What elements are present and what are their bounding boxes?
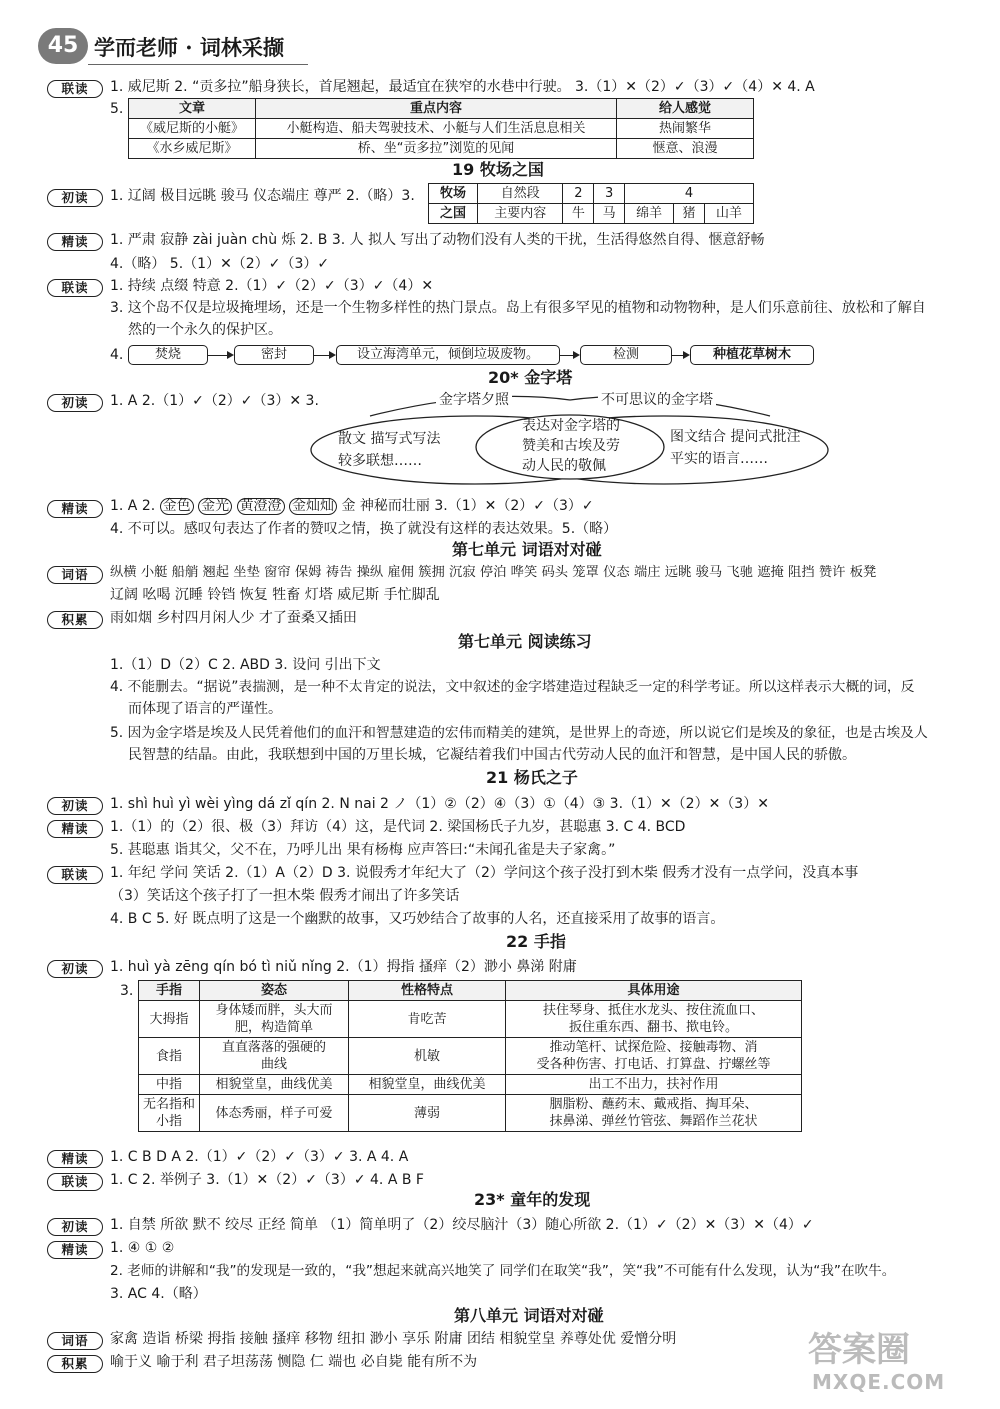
tag-jing-du: 精读: [47, 820, 103, 838]
s23-jing-1: 1. ④ ① ②: [110, 1240, 175, 1256]
table-cell: 自然段: [478, 184, 563, 204]
tag-chu-du: 初读: [47, 189, 103, 207]
table-cell-line: 机敏: [413, 1048, 440, 1064]
table-cell: 之国: [429, 204, 478, 224]
tag-jing-du: 精读: [47, 1241, 103, 1259]
s22-row-1: [139, 1001, 802, 1038]
table-cell-line: 推动笔杆、试探危险、接触毒物、消: [549, 1040, 758, 1055]
header-title: 学而老师 · 词林采撷: [94, 35, 284, 60]
table-cell: 主要内容: [478, 204, 563, 224]
u8-words: 家禽 造诣 桥梁 拇指 接触 搔痒 移物 纽扣 渺小 享乐 附庸 团结 相貌堂皇 养尊处优 爱憎分明: [110, 1331, 677, 1347]
s20-jing-1a: 1. A 2.: [110, 498, 156, 514]
tag-jing-du: 精读: [47, 1150, 103, 1168]
flow-arrow-4: [672, 355, 688, 356]
table-cell: [139, 1001, 200, 1038]
lesson-21-title: 21 杨氏之子: [486, 768, 578, 787]
table-cell: [200, 1038, 349, 1075]
table-cell-line: 相貌堂皇，曲线优美: [215, 1077, 333, 1092]
s21-lian-1: 1. 年纪 学问 笑话 2.（1）A（2）D 3. 说假秀才年纪大了（2）学问这个孩子没打到木柴 假秀才没有一点学问，没真本事: [110, 865, 859, 881]
table-cell: 猪: [674, 204, 705, 224]
tag-ci-yu: 词语: [47, 566, 103, 584]
table-cell: 4: [625, 184, 754, 204]
venn-right-1: 图文结合 提问式批注: [670, 429, 801, 445]
s22-row-2: [139, 1038, 802, 1075]
s19-lian-3a: 3. 这个岛不仅是垃圾掩埋场，还是一个生物多样性的热门景点。岛上有很多罕见的植物和动物物种，是人们乐意前往、放松和了解自: [110, 300, 926, 316]
table-header-cell: 文章: [129, 99, 256, 119]
table-header-cell: 重点内容: [256, 99, 617, 119]
venn-left-1: 散文 描写式写法: [338, 431, 441, 447]
tag-lian-du: 联读: [47, 866, 103, 884]
s18-table: [128, 98, 754, 159]
tag-ji-lei: 积累: [47, 611, 103, 629]
table-cell-line: 抹鼻涕、弹丝竹管弦、舞蹈作兰花状: [549, 1114, 758, 1129]
s21-jing-2: 5. 甚聪惠 诣其父，父不在，乃呼儿出 果有杨梅 应声答曰:“未闻孔雀是夫子家禽。”: [110, 842, 616, 858]
venn-mid-1: 表达对金字塔的: [522, 418, 620, 434]
s20-jing-1: [110, 497, 594, 515]
tag-chu-du: 初读: [47, 1218, 103, 1236]
flow-step-4: 检测: [580, 345, 672, 365]
venn-mid-3: 动人民的敬佩: [522, 458, 606, 474]
s22-row-4: [139, 1095, 802, 1132]
s21-chu: 1. shì huì yì wèi yìng dá zǐ qín 2. N nai 2 ノ（1）②（2）④（3）①（4）③ 3.（1）✕（2）✕（3）✕: [110, 796, 769, 812]
u7-reading-4b: 而体现了语言的严谨性。: [128, 701, 282, 717]
page-number-badge: 45: [38, 28, 88, 64]
s20-jing-2: 4. 不可以。感叹句表达了作者的赞叹之情，换了就没有这样的表达效果。5.（略）: [110, 521, 618, 537]
venn-mid-2: 赞美和古埃及劳: [522, 438, 620, 454]
tag-chu-du: 初读: [47, 394, 103, 412]
table-cell: [349, 1038, 506, 1075]
tag-jing-du: 精读: [47, 233, 103, 251]
table-cell: [349, 1001, 506, 1038]
table-header-cell: 给人感觉: [617, 99, 754, 119]
s19-lian-4: 4.: [110, 347, 124, 363]
table-cell: [349, 1095, 506, 1132]
table-header-cell: 手指: [139, 981, 200, 1001]
s19-jing-1: 1. 严肃 寂静 zài juàn chù 烁 2. B 3. 人 拟人 写出了动物们没有人类的干扰，生活得悠然自得、惬意舒畅: [110, 232, 765, 248]
u7-words-2: 辽阔 吆喝 沉睡 铃铛 恢复 牲畜 灯塔 威尼斯 手忙脚乱: [110, 587, 440, 603]
s21-lian-2: （3）笑话这个孩子打了一担木柴 假秀才闹出了许多笑话: [110, 888, 460, 904]
table-cell-line: 受各种伤害、打电话、打算盘、拧螺丝等: [536, 1057, 771, 1072]
table-cell-line: 胭脂粉、蘸药末、戴戒指、掏耳朵、: [549, 1097, 758, 1112]
table-cell: [506, 1001, 802, 1038]
table-cell-line: 直直落落的强硬的: [221, 1040, 326, 1055]
lesson-19-title: 19 牧场之国: [452, 160, 544, 179]
flow-arrow-1: [208, 355, 232, 356]
s19-lian-1: 1. 持续 点缀 特意 2.（1）✓（2）✓（3）✓（4）✕: [110, 278, 434, 294]
venn-left-title: 金字塔夕照: [436, 391, 512, 409]
table-cell: [139, 1075, 200, 1095]
s21-jing-1: 1.（1）的（2）很、极（3）拜访（4）这，是代词 2. 梁国杨氏子九岁，甚聪惠 3. C 4. BCD: [110, 819, 686, 835]
circled-word-3: 黄澄澄: [237, 498, 285, 515]
s20-jing-1b: 金 神秘而壮丽 3.（1）✕（2）✓（3）✓: [341, 498, 594, 514]
table-cell: [506, 1075, 802, 1095]
table-cell: [349, 1075, 506, 1095]
table-cell-line: 中指: [155, 1077, 182, 1092]
table-cell: [506, 1038, 802, 1075]
table-cell-line: 出工不出力，扶衬作用: [588, 1077, 719, 1092]
table-cell: 3: [594, 184, 625, 204]
s23-jing-3: 3. AC 4.（略）: [110, 1286, 207, 1302]
table-cell: [200, 1075, 349, 1095]
table-cell: [139, 1095, 200, 1132]
venn-right-title: 不可思议的金字塔: [598, 391, 716, 409]
table-cell-line: 大拇指: [149, 1011, 189, 1027]
table-cell-line: 肥，构造简单: [234, 1020, 313, 1035]
s22-row-3: [139, 1075, 802, 1095]
circled-word-4: 金灿灿: [289, 498, 337, 515]
s21-lian-3: 4. B C 5. 好 既点明了这是一个幽默的故事，又巧妙结合了故事的人名，还直接采用了故事的语言。: [110, 911, 725, 927]
unit-7-words-title: 第七单元 词语对对碰: [452, 540, 602, 559]
tag-lian-du: 联读: [47, 1173, 103, 1191]
s23-jing-2: 2. 老师的讲解和“我”的发现是一致的，“我”想起来就高兴地笑了 同学们在取笑“我”，笑“我”不可能有什么发现，认为“我”在吹牛。: [110, 1263, 896, 1279]
lesson-23-title: 23* 童年的发现: [474, 1190, 591, 1209]
s18-line-1: 1. 威尼斯 2. “贡多拉”船身狭长，首尾翘起，最适宜在狭窄的水巷中行驶。 3.（1）✕（2）✓（3）✓（4）✕ 4. A: [110, 79, 815, 95]
s19-chu: 1. 辽阔 极目远眺 骏马 仪态端庄 尊严 2.（略）3.: [110, 188, 415, 204]
u7-reading-5b: 民智慧的结晶。由此，我联想到中国的万里长城，它凝结着我们中国古代劳动人民的血汗和智慧，是中国人民的骄傲。: [128, 747, 856, 763]
table-cell-line: 身体矮而胖，头大而: [215, 1003, 333, 1018]
table-cell-line: 扶住琴身、抵住水龙头、按住流血口、: [542, 1003, 764, 1018]
lesson-20-title: 20* 金字塔: [488, 368, 573, 387]
watermark-logo: 答案圈: [808, 1330, 910, 1370]
s18-line-5: 5.: [110, 101, 124, 117]
table-cell-line: 肯吃苦: [407, 1011, 447, 1027]
s23-chu: 1. 自禁 所欲 默不 绞尽 正经 简单 （1）简单明了（2）绞尽脑汁（3）随心所欲 2.（1）✓（2）✕（3）✕（4）✓: [110, 1217, 814, 1233]
table-cell-line: 体态秀丽，样子可爱: [215, 1105, 333, 1121]
tag-lian-du: 联读: [47, 279, 103, 297]
flow-step-3: 设立海湾单元，倾倒垃圾废物。: [336, 345, 560, 365]
s22-chu: 1. huì yà zēng qín bó tì niǔ nǐng 2.（1）拇指 搔痒（2）渺小 鼻涕 附庸: [110, 959, 577, 975]
tag-chu-du: 初读: [47, 797, 103, 815]
table-cell: 绵羊: [625, 204, 674, 224]
u7-accumulate: 雨如烟 乡村四月闲人少 才了蚕桑又插田: [110, 610, 357, 626]
table-cell: 小艇构造、船夫驾驶技术、小艇与人们生活息息相关: [256, 119, 617, 139]
tag-lian-du: 联读: [47, 80, 103, 98]
watermark-url: MXQE.COM: [812, 1370, 946, 1394]
lesson-22-title: 22 手指: [506, 932, 566, 951]
s19-jing-2: 4.（略） 5.（1）✕（2）✓（3）✓: [110, 256, 330, 272]
table-cell: 牧场: [429, 184, 478, 204]
tag-ci-yu: 词语: [47, 1332, 103, 1350]
u7-reading-4a: 4. 不能删去。“据说”表揣测，是一种不太肯定的说法，文中叙述的金字塔建造过程缺乏一定的科学考证。所以这样表示大概的词，反: [110, 679, 915, 695]
s19-table: [428, 183, 754, 224]
tag-chu-du: 初读: [47, 960, 103, 978]
table-cell-line: 扳住重东西、翻书、揿电铃。: [568, 1020, 738, 1035]
s22-n3: 3.: [120, 983, 134, 999]
table-cell-line: 无名指和: [143, 1097, 196, 1112]
flow-step-2: 密封: [234, 345, 314, 365]
table-header-cell: 具体用途: [506, 981, 802, 1001]
table-cell: 马: [594, 204, 625, 224]
venn-left-2: 较多联想……: [338, 453, 422, 469]
table-cell-line: 小指: [155, 1114, 182, 1129]
table-cell: 桥、坐“贡多拉”浏览的见闻: [256, 139, 617, 159]
header-divider: [88, 64, 308, 65]
flow-arrow-3: [560, 355, 578, 356]
s22-table: [138, 980, 802, 1132]
tag-ji-lei: 积累: [47, 1355, 103, 1373]
table-header-cell: 姿态: [200, 981, 349, 1001]
unit-7-reading-title: 第七单元 阅读练习: [458, 632, 592, 651]
table-cell: 山羊: [704, 204, 753, 224]
circled-word-1: 金色: [160, 498, 194, 515]
table-cell: [200, 1001, 349, 1038]
u8-accumulate: 喻于义 喻于利 君子坦荡荡 恻隐 仁 端也 必自毙 能有所不为: [110, 1354, 478, 1370]
table-cell: [200, 1095, 349, 1132]
table-header-cell: 性格特点: [349, 981, 506, 1001]
s22-lian: 1. C 2. 举例子 3.（1）✕（2）✓（3）✓ 4. A B F: [110, 1172, 424, 1188]
table-cell: 热闹繁华: [617, 119, 754, 139]
table-cell: 《威尼斯的小艇》: [129, 119, 256, 139]
venn-right-2: 平实的语言……: [670, 451, 768, 467]
table-cell: [506, 1095, 802, 1132]
circled-word-2: 金光: [198, 498, 232, 515]
u7-reading-1: 1.（1）D（2）C 2. ABD 3. 设问 引出下文: [110, 657, 381, 673]
table-cell-line: 曲线: [260, 1057, 287, 1072]
u7-reading-5a: 5. 因为金字塔是埃及人民凭着他们的血汗和智慧建造的宏伟而精美的建筑，是世界上的奇迹，所以说它们是埃及的象征，也是古埃及人: [110, 725, 928, 741]
unit-8-words-title: 第八单元 词语对对碰: [454, 1306, 604, 1325]
table-cell-line: 相貌堂皇，曲线优美: [368, 1077, 486, 1092]
s20-chu: 1. A 2.（1）✓（2）✓（3）✕ 3.: [110, 393, 319, 409]
s22-jing: 1. C B D A 2.（1）✓（2）✓（3）✓ 3. A 4. A: [110, 1149, 409, 1165]
table-cell: [139, 1038, 200, 1075]
table-cell: 牛: [563, 204, 594, 224]
s19-lian-3b: 然的一个永久的保护区。: [128, 322, 282, 338]
table-cell: 2: [563, 184, 594, 204]
flow-step-5: 种植花草树木: [690, 345, 814, 365]
table-cell-line: 食指: [155, 1048, 182, 1064]
table-cell: 《水乡威尼斯》: [129, 139, 256, 159]
table-cell: 惬意、浪漫: [617, 139, 754, 159]
flow-arrow-2: [314, 355, 334, 356]
tag-jing-du: 精读: [47, 500, 103, 518]
flow-step-1: 焚烧: [128, 345, 208, 365]
table-cell-line: 薄弱: [413, 1105, 440, 1121]
u7-words-1: 纵横 小艇 船艄 翘起 坐垫 窗帘 保姆 祷告 操纵 雇佣 簇拥 沉寂 停泊 哗笑 码头 笼罩 仪态 端庄 远眺 骏马 飞驰 遮掩 阻挡 赞许 板凳: [110, 565, 877, 580]
